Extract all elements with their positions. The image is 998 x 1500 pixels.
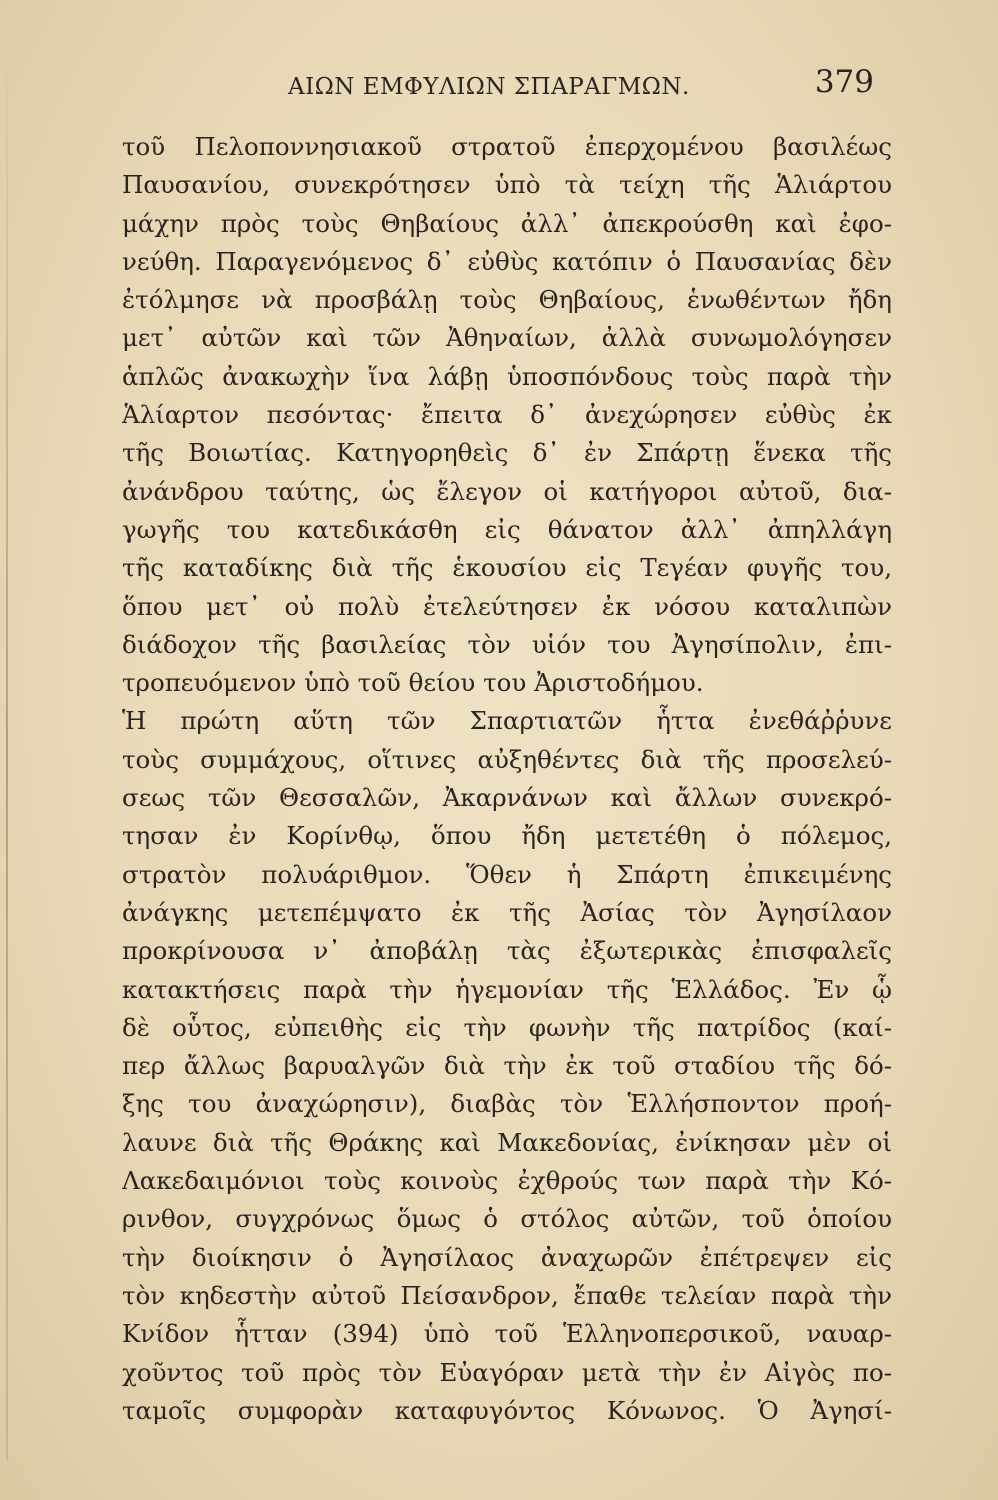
text-line: Ἡ πρώτη αὕτη τῶν Σπαρτιατῶν ἧττα ἐνεθάῤῥυνε [122, 706, 892, 736]
text-line: ἀνάγκης μετεπέμψατο ἐκ τῆς Ἀσίας τὸν Ἀγησίλαον [122, 897, 892, 927]
text-line: ξης του ἀναχώρησιν), διαβὰς τὸν Ἑλλήσποντον προή- [122, 1089, 892, 1119]
text-line: στρατὸν πολυάριθμον. Ὅθεν ἡ Σπάρτη ἐπικειμένης [122, 859, 892, 889]
page-edge-shadow [6, 40, 8, 1460]
text-line: ἐτόλμησε νὰ προσβάλῃ τοὺς Θηβαίους, ἑνωθέντων ἤδη [122, 285, 892, 315]
text-line: ταμοῖς συμφορὰν καταφυγόντος Κόνωνος. Ὁ Ἀγησί- [122, 1395, 892, 1425]
text-line: Παυσανίου, συνεκρότησεν ὑπὸ τὰ τείχη τῆς Ἁλιάρτου [122, 170, 892, 200]
text-line: σεως τῶν Θεσσαλῶν, Ἀκαρνάνων καὶ ἄλλων συνεκρό- [122, 783, 892, 813]
text-line: διάδοχον τῆς βασιλείας τὸν υἱόν του Ἀγησίπολιν, ἐπι- [122, 629, 892, 659]
text-line: περ ἄλλως βαρυαλγῶν διὰ τὴν ἐκ τοῦ σταδίου τῆς δό- [122, 1051, 892, 1081]
text-line: τησαν ἐν Κορίνθῳ, ὅπου ἤδη μετετέθη ὁ πόλεμος, [122, 821, 892, 851]
text-line: μετ᾽ αὐτῶν καὶ τῶν Ἀθηναίων, ἀλλὰ συνωμολόγησεν [122, 323, 892, 353]
text-line: τοῦ Πελοποννησιακοῦ στρατοῦ ἐπερχομένου βασιλέως [122, 132, 892, 161]
text-line: χοῦντος τοῦ πρὸς τὸν Εὐαγόραν μετὰ τὴν ἐν Αἰγὸς πο- [122, 1357, 892, 1387]
text-line: νεύθη. Παραγενόμενος δ᾽ εὐθὺς κατόπιν ὁ Παυσανίας δὲν [122, 246, 892, 276]
text-line: τῆς Βοιωτίας. Κατηγορηθεὶς δ᾽ ἐν Σπάρτῃ ἕνεκα τῆς [122, 438, 892, 468]
text-line: Κνίδον ἧτταν (394) ὑπὸ τοῦ Ἑλληνοπερσικοῦ, ναυαρ- [122, 1319, 892, 1349]
body-text [122, 128, 892, 1430]
text-line: τροπευόμενον ὑπὸ τοῦ θείου του Ἀριστοδήμου. [122, 668, 704, 698]
text-line: δὲ οὗτος, εὐπειθὴς εἰς τὴν φωνὴν τῆς πατρίδος (καί- [122, 1012, 892, 1042]
text-line: Λακεδαιμόνιοι τοὺς κοινοὺς ἐχθρούς των παρὰ τὴν Κό- [122, 1166, 892, 1196]
page-number: 379 [814, 64, 874, 100]
text-line: τὸν κηδεστὴν αὐτοῦ Πείσανδρον, ἔπαθε τελείαν παρὰ τὴν [122, 1280, 892, 1310]
text-line: λαυνε διὰ τῆς Θράκης καὶ Μακεδονίας, ἐνίκησαν μὲν οἱ [122, 1127, 892, 1157]
text-line: τοὺς συμμάχους, οἵτινες αὐξηθέντες διὰ τῆς προσελεύ- [122, 744, 892, 774]
text-line: προκρίνουσα ν᾽ ἀποβάλῃ τὰς ἐξωτερικὰς ἐπισφαλεῖς [122, 936, 892, 966]
text-line: γωγῆς του κατεδικάσθη εἰς θάνατον ἀλλ᾽ ἀπηλλάγη [122, 514, 892, 544]
text-line: τὴν διοίκησιν ὁ Ἀγησίλαος ἀναχωρῶν ἐπέτρεψεν εἰς [122, 1242, 892, 1272]
page-header [120, 64, 880, 110]
text-line: κατακτήσεις παρὰ τὴν ἡγεμονίαν τῆς Ἑλλάδος. Ἐν ᾧ [122, 974, 892, 1004]
text-line: ἀνάνδρου ταύτης, ὡς ἔλεγον οἱ κατήγοροι αὐτοῦ, δια- [122, 476, 892, 506]
text-line: μάχην πρὸς τοὺς Θηβαίους ἀλλ᾽ ἀπεκρούσθη καὶ ἐφο- [122, 208, 892, 238]
text-line: ἁπλῶς ἀνακωχὴν ἵνα λάβῃ ὑποσπόνδους τοὺς παρὰ τὴν [122, 361, 892, 391]
text-line: ὅπου μετ᾽ οὐ πολὺ ἐτελεύτησεν ἐκ νόσου καταλιπὼν [122, 591, 892, 621]
running-head: ΑΙΩΝ ΕΜΦΥΛΙΩΝ ΣΠΑΡΑΓΜΩΝ. [288, 74, 690, 100]
text-line: Ἁλίαρτον πεσόντας· ἔπειτα δ᾽ ἀνεχώρησεν εὐθὺς ἐκ [122, 400, 892, 430]
text-line: τῆς καταδίκης διὰ τῆς ἑκουσίου εἰς Τεγέαν φυγῆς του, [122, 553, 892, 583]
text-line: ρινθον, συγχρόνως ὅμως ὁ στόλος αὐτῶν, τοῦ ὁποίου [122, 1204, 892, 1234]
